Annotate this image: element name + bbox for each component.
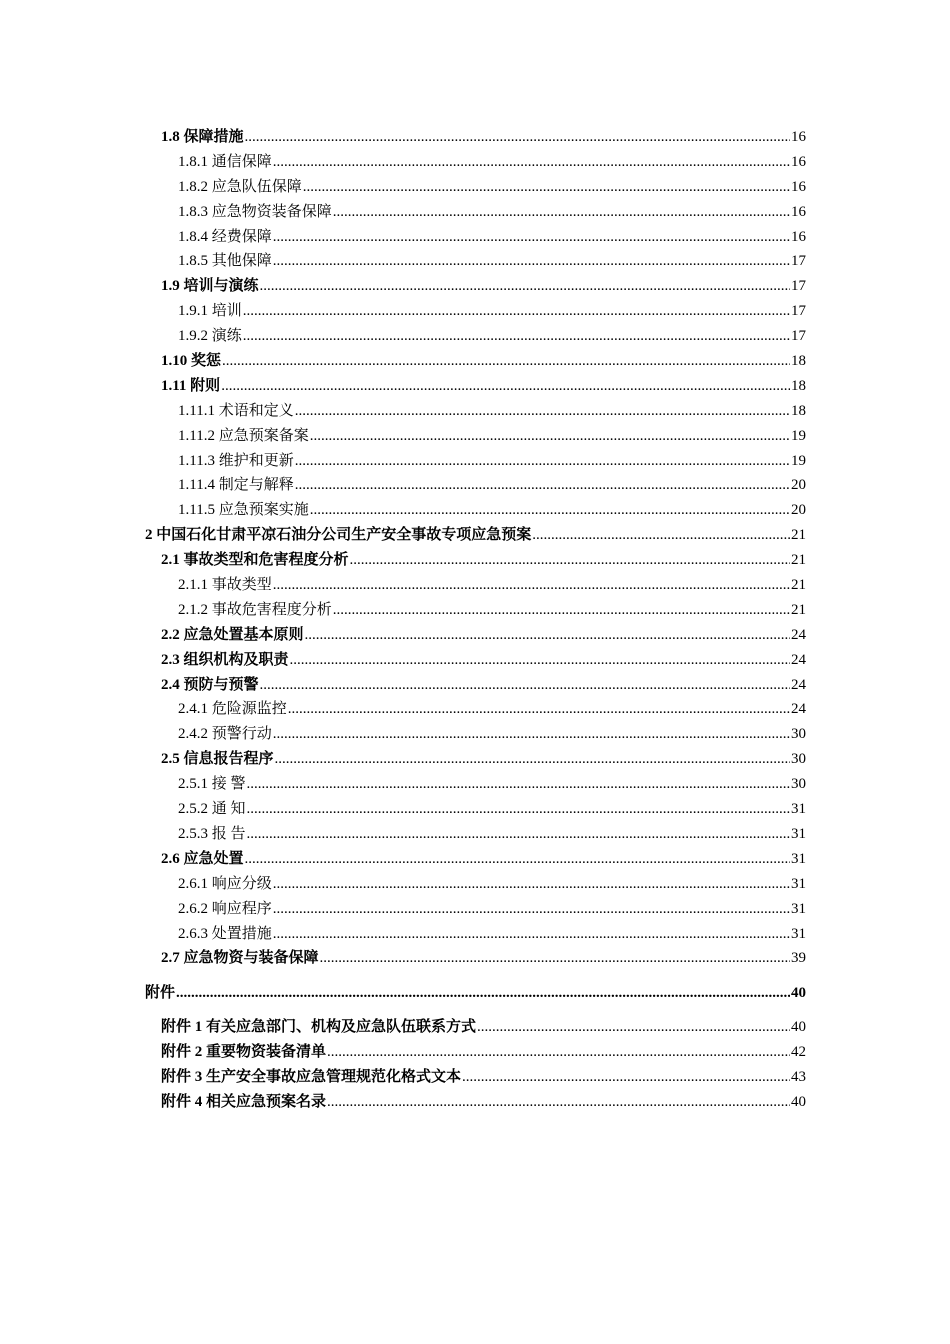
toc-entry[interactable]: [145, 150, 806, 175]
toc-dot-leader: [295, 449, 790, 474]
toc-entry-page-number: 39: [791, 950, 806, 967]
toc-entry-page-number: 31: [791, 850, 806, 867]
toc-entry[interactable]: [145, 722, 806, 747]
toc-entry-title: 2.6 应急处置: [161, 850, 244, 867]
table-of-contents: [145, 125, 806, 1115]
toc-entry-page-number: 40: [791, 1093, 806, 1110]
toc-entry-title: 2.5.1 接 警: [178, 776, 246, 793]
toc-dot-leader: [327, 1090, 790, 1115]
toc-entry-page-number: 21: [791, 601, 806, 618]
toc-dot-leader: [221, 374, 790, 399]
toc-entry-title: 1.11.4 制定与解释: [178, 477, 294, 494]
toc-entry[interactable]: [145, 847, 806, 872]
toc-entry-title: 2.5.2 通 知: [178, 801, 246, 818]
toc-entry[interactable]: [145, 772, 806, 797]
toc-entry[interactable]: [145, 498, 806, 523]
toc-entry-page-number: 42: [791, 1044, 806, 1061]
toc-entry[interactable]: [145, 175, 806, 200]
toc-entry-page-number: 31: [791, 801, 806, 818]
toc-entry[interactable]: [145, 424, 806, 449]
toc-entry[interactable]: [145, 623, 806, 648]
toc-entry-title: 1.9.1 培训: [178, 303, 242, 320]
toc-entry-title: 1.10 奖惩: [161, 353, 222, 370]
toc-entry-page-number: 24: [791, 651, 806, 668]
toc-entry-page-number: 30: [791, 726, 806, 743]
toc-entry[interactable]: [145, 349, 806, 374]
toc-dot-leader: [243, 299, 790, 324]
toc-entry-title: 1.9 培训与演练: [161, 278, 259, 295]
toc-entry[interactable]: [145, 274, 806, 299]
toc-entry-title: 1.8.2 应急队伍保障: [178, 178, 302, 195]
toc-dot-leader: [247, 797, 790, 822]
toc-entry[interactable]: [145, 249, 806, 274]
toc-entry-page-number: 30: [791, 776, 806, 793]
toc-entry-page-number: 31: [791, 900, 806, 917]
toc-dot-leader: [273, 573, 790, 598]
toc-entry[interactable]: [145, 399, 806, 424]
toc-entry[interactable]: [145, 573, 806, 598]
toc-dot-leader: [247, 822, 790, 847]
toc-dot-leader: [273, 225, 790, 250]
toc-entry[interactable]: [145, 1015, 806, 1040]
toc-entry-title: 1.8.5 其他保障: [178, 253, 272, 270]
toc-entry-title: 附件 3 生产安全事故应急管理规范化格式文本: [161, 1068, 462, 1085]
toc-entry-page-number: 16: [791, 129, 806, 145]
toc-dot-leader: [333, 598, 790, 623]
toc-dot-leader: [305, 623, 790, 648]
toc-entry-page-number: 20: [791, 477, 806, 494]
toc-entry[interactable]: [145, 1040, 806, 1065]
toc-entry-page-number: 17: [791, 303, 806, 320]
toc-entry-page-number: 16: [791, 153, 806, 170]
toc-entry[interactable]: [145, 473, 806, 498]
toc-entry-page-number: 19: [791, 452, 806, 469]
toc-dot-leader: [320, 946, 790, 971]
toc-dot-leader: [310, 498, 790, 523]
toc-entry-title: 2.4.1 危险源监控: [178, 701, 287, 718]
toc-entry-title: 2.2 应急处置基本原则: [161, 626, 304, 643]
toc-entry-title: 2.1.2 事故危害程度分析: [178, 601, 332, 618]
toc-dot-leader: [260, 274, 790, 299]
toc-entry-title: 2.7 应急物资与装备保障: [161, 950, 319, 967]
toc-entry-title: 1.11.5 应急预案实施: [178, 502, 309, 519]
toc-entry-title: 2.3 组织机构及职责: [161, 651, 289, 668]
toc-entry-title: 2.6.1 响应分级: [178, 875, 272, 892]
toc-entry-page-number: 21: [791, 552, 806, 569]
toc-dot-leader: [273, 150, 790, 175]
toc-entry-title: 1.11.2 应急预案备案: [178, 427, 309, 444]
toc-dot-leader: [260, 673, 790, 698]
toc-entry-page-number: 16: [791, 178, 806, 195]
toc-entry-title: 2 中国石化甘肃平凉石油分公司生产安全事故专项应急预案: [145, 527, 532, 544]
toc-entry-page-number: 40: [791, 1019, 806, 1036]
toc-entry-page-number: 20: [791, 502, 806, 519]
toc-entry-title: 2.1 事故类型和危害程度分析: [161, 552, 349, 569]
toc-dot-leader: [273, 897, 790, 922]
toc-entry-title: 1.8.4 经费保障: [178, 228, 272, 245]
toc-entry-title: 1.9.2 演练: [178, 328, 242, 345]
toc-entry-title: 2.5.3 报 告: [178, 825, 246, 842]
toc-dot-leader: [295, 399, 790, 424]
toc-entry-title: 1.11 附则: [161, 377, 221, 394]
toc-entry-title: 附件 1 有关应急部门、机构及应急队伍联系方式: [161, 1019, 477, 1036]
toc-dot-leader: [477, 1015, 790, 1040]
toc-dot-leader: [303, 175, 790, 200]
toc-entry[interactable]: [145, 1065, 806, 1090]
toc-entry-page-number: 24: [791, 676, 806, 693]
toc-dot-leader: [350, 548, 790, 573]
toc-entry[interactable]: [145, 747, 806, 772]
toc-entry-page-number: 18: [791, 353, 806, 370]
toc-entry[interactable]: [145, 449, 806, 474]
toc-entry-title: 2.6.2 响应程序: [178, 900, 272, 917]
toc-entry[interactable]: [145, 200, 806, 225]
toc-entry-page-number: 17: [791, 278, 806, 295]
toc-entry-title: 2.4.2 预警行动: [178, 726, 272, 743]
toc-entry-title: 1.8.1 通信保障: [178, 153, 272, 170]
toc-entry-title: 1.11.3 维护和更新: [178, 452, 294, 469]
toc-entry-page-number: 17: [791, 328, 806, 345]
toc-dot-leader: [243, 324, 790, 349]
toc-dot-leader: [310, 424, 790, 449]
toc-dot-leader: [295, 473, 790, 498]
toc-entry-page-number: 24: [791, 626, 806, 643]
toc-entry-title: 1.11.1 术语和定义: [178, 402, 294, 419]
toc-entry[interactable]: [145, 648, 806, 673]
toc-entry-page-number: 31: [791, 925, 806, 942]
toc-entry-title: 附件: [145, 985, 176, 1002]
toc-entry-page-number: 17: [791, 253, 806, 270]
toc-dot-leader: [288, 697, 790, 722]
toc-entry[interactable]: [145, 822, 806, 847]
toc-entry-page-number: 24: [791, 701, 806, 718]
toc-entry-title: 2.4 预防与预警: [161, 676, 259, 693]
toc-dot-leader: [327, 1040, 790, 1065]
toc-entry-page-number: 18: [791, 402, 806, 419]
toc-entry[interactable]: [145, 523, 806, 548]
toc-dot-leader: [245, 125, 790, 150]
toc-entry-title: 2.5 信息报告程序: [161, 751, 274, 768]
toc-entry[interactable]: [145, 548, 806, 573]
toc-entry[interactable]: [145, 981, 806, 1006]
toc-entry[interactable]: [145, 922, 806, 947]
toc-entry[interactable]: [145, 225, 806, 250]
toc-entry-title: 附件 2 重要物资装备清单: [161, 1044, 327, 1061]
toc-dot-leader: [290, 648, 790, 673]
toc-entry[interactable]: [145, 673, 806, 698]
toc-dot-leader: [245, 847, 790, 872]
toc-entry-title: 附件 4 相关应急预案名录: [161, 1093, 327, 1110]
toc-entry-page-number: 19: [791, 427, 806, 444]
toc-entry-page-number: 18: [791, 377, 806, 394]
toc-entry-title: 1.8.3 应急物资装备保障: [178, 203, 332, 220]
toc-entry[interactable]: [145, 897, 806, 922]
toc-dot-leader: [176, 981, 790, 1006]
toc-dot-leader: [273, 249, 790, 274]
toc-entry[interactable]: [145, 697, 806, 722]
toc-entry-title: 2.6.3 处置措施: [178, 925, 272, 942]
toc-entry-title: 2.1.1 事故类型: [178, 577, 272, 594]
toc-entry[interactable]: [145, 946, 806, 971]
toc-entry[interactable]: [145, 598, 806, 623]
toc-entry-page-number: 16: [791, 203, 806, 220]
toc-entry-page-number: 43: [791, 1068, 806, 1085]
toc-entry-page-number: 30: [791, 751, 806, 768]
toc-entry[interactable]: [145, 872, 806, 897]
toc-entry[interactable]: [145, 374, 806, 399]
toc-entry[interactable]: [145, 299, 806, 324]
toc-dot-leader: [273, 872, 790, 897]
toc-entry-title: 1.8 保障措施: [161, 129, 244, 145]
toc-entry[interactable]: [145, 324, 806, 349]
toc-dot-leader: [273, 922, 790, 947]
toc-dot-leader: [275, 747, 790, 772]
toc-dot-leader: [333, 200, 790, 225]
toc-dot-leader: [222, 349, 790, 374]
toc-dot-leader: [273, 722, 790, 747]
toc-entry[interactable]: [145, 125, 806, 150]
toc-entry[interactable]: [145, 1090, 806, 1115]
toc-dot-leader: [247, 772, 790, 797]
toc-dot-leader: [532, 523, 790, 548]
toc-entry-page-number: 40: [791, 985, 806, 1002]
toc-entry-page-number: 16: [791, 228, 806, 245]
toc-entry-page-number: 31: [791, 875, 806, 892]
toc-entry-page-number: 21: [791, 527, 806, 544]
toc-entry-page-number: 31: [791, 825, 806, 842]
toc-entry[interactable]: [145, 797, 806, 822]
toc-entry-page-number: 21: [791, 577, 806, 594]
toc-dot-leader: [462, 1065, 790, 1090]
